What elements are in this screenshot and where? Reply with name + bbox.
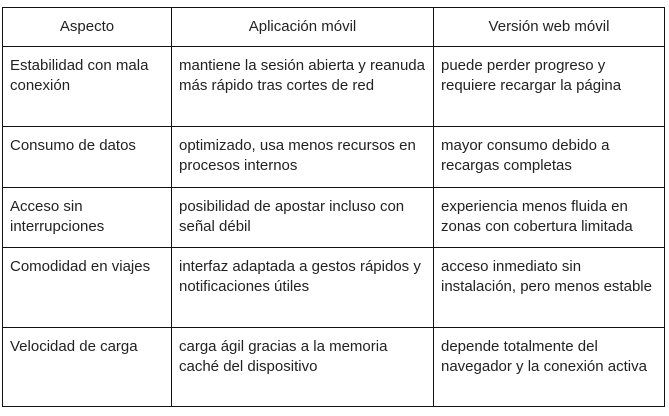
cell-app: posibilidad de apostar incluso con señal débil bbox=[172, 188, 434, 248]
table-row bbox=[3, 248, 665, 328]
cell-web: acceso inmediato sin instalación, pero menos estable bbox=[434, 248, 665, 328]
cell-web: mayor consumo debido a recargas completas bbox=[434, 127, 665, 188]
cell-app: interfaz adaptada a gestos rápidos y notificaciones útiles bbox=[172, 248, 434, 328]
cell-aspect: Estabilidad con mala conexión bbox=[3, 47, 172, 127]
cell-app: carga ágil gracias a la memoria caché del dispositivo bbox=[172, 328, 434, 407]
cell-aspect: Velocidad de carga bbox=[3, 328, 172, 407]
cell-web: depende totalmente del navegador y la conexión activa bbox=[434, 328, 665, 407]
header-app: Aplicación móvil bbox=[172, 8, 434, 47]
table-row bbox=[3, 47, 665, 127]
header-web: Versión web móvil bbox=[434, 8, 665, 47]
cell-aspect: Consumo de datos bbox=[3, 127, 172, 188]
table-row bbox=[3, 188, 665, 248]
cell-web: puede perder progreso y requiere recargar la página bbox=[434, 47, 665, 127]
table-row bbox=[3, 328, 665, 407]
comparison-table bbox=[2, 7, 665, 407]
cell-app: mantiene la sesión abierta y reanuda más rápido tras cortes de red bbox=[172, 47, 434, 127]
cell-web: experiencia menos fluida en zonas con cobertura limitada bbox=[434, 188, 665, 248]
header-row bbox=[3, 8, 665, 47]
cell-app: optimizado, usa menos recursos en procesos internos bbox=[172, 127, 434, 188]
cell-aspect: Acceso sin interrupciones bbox=[3, 188, 172, 248]
cell-aspect: Comodidad en viajes bbox=[3, 248, 172, 328]
table-row bbox=[3, 127, 665, 188]
header-aspect: Aspecto bbox=[3, 8, 172, 47]
